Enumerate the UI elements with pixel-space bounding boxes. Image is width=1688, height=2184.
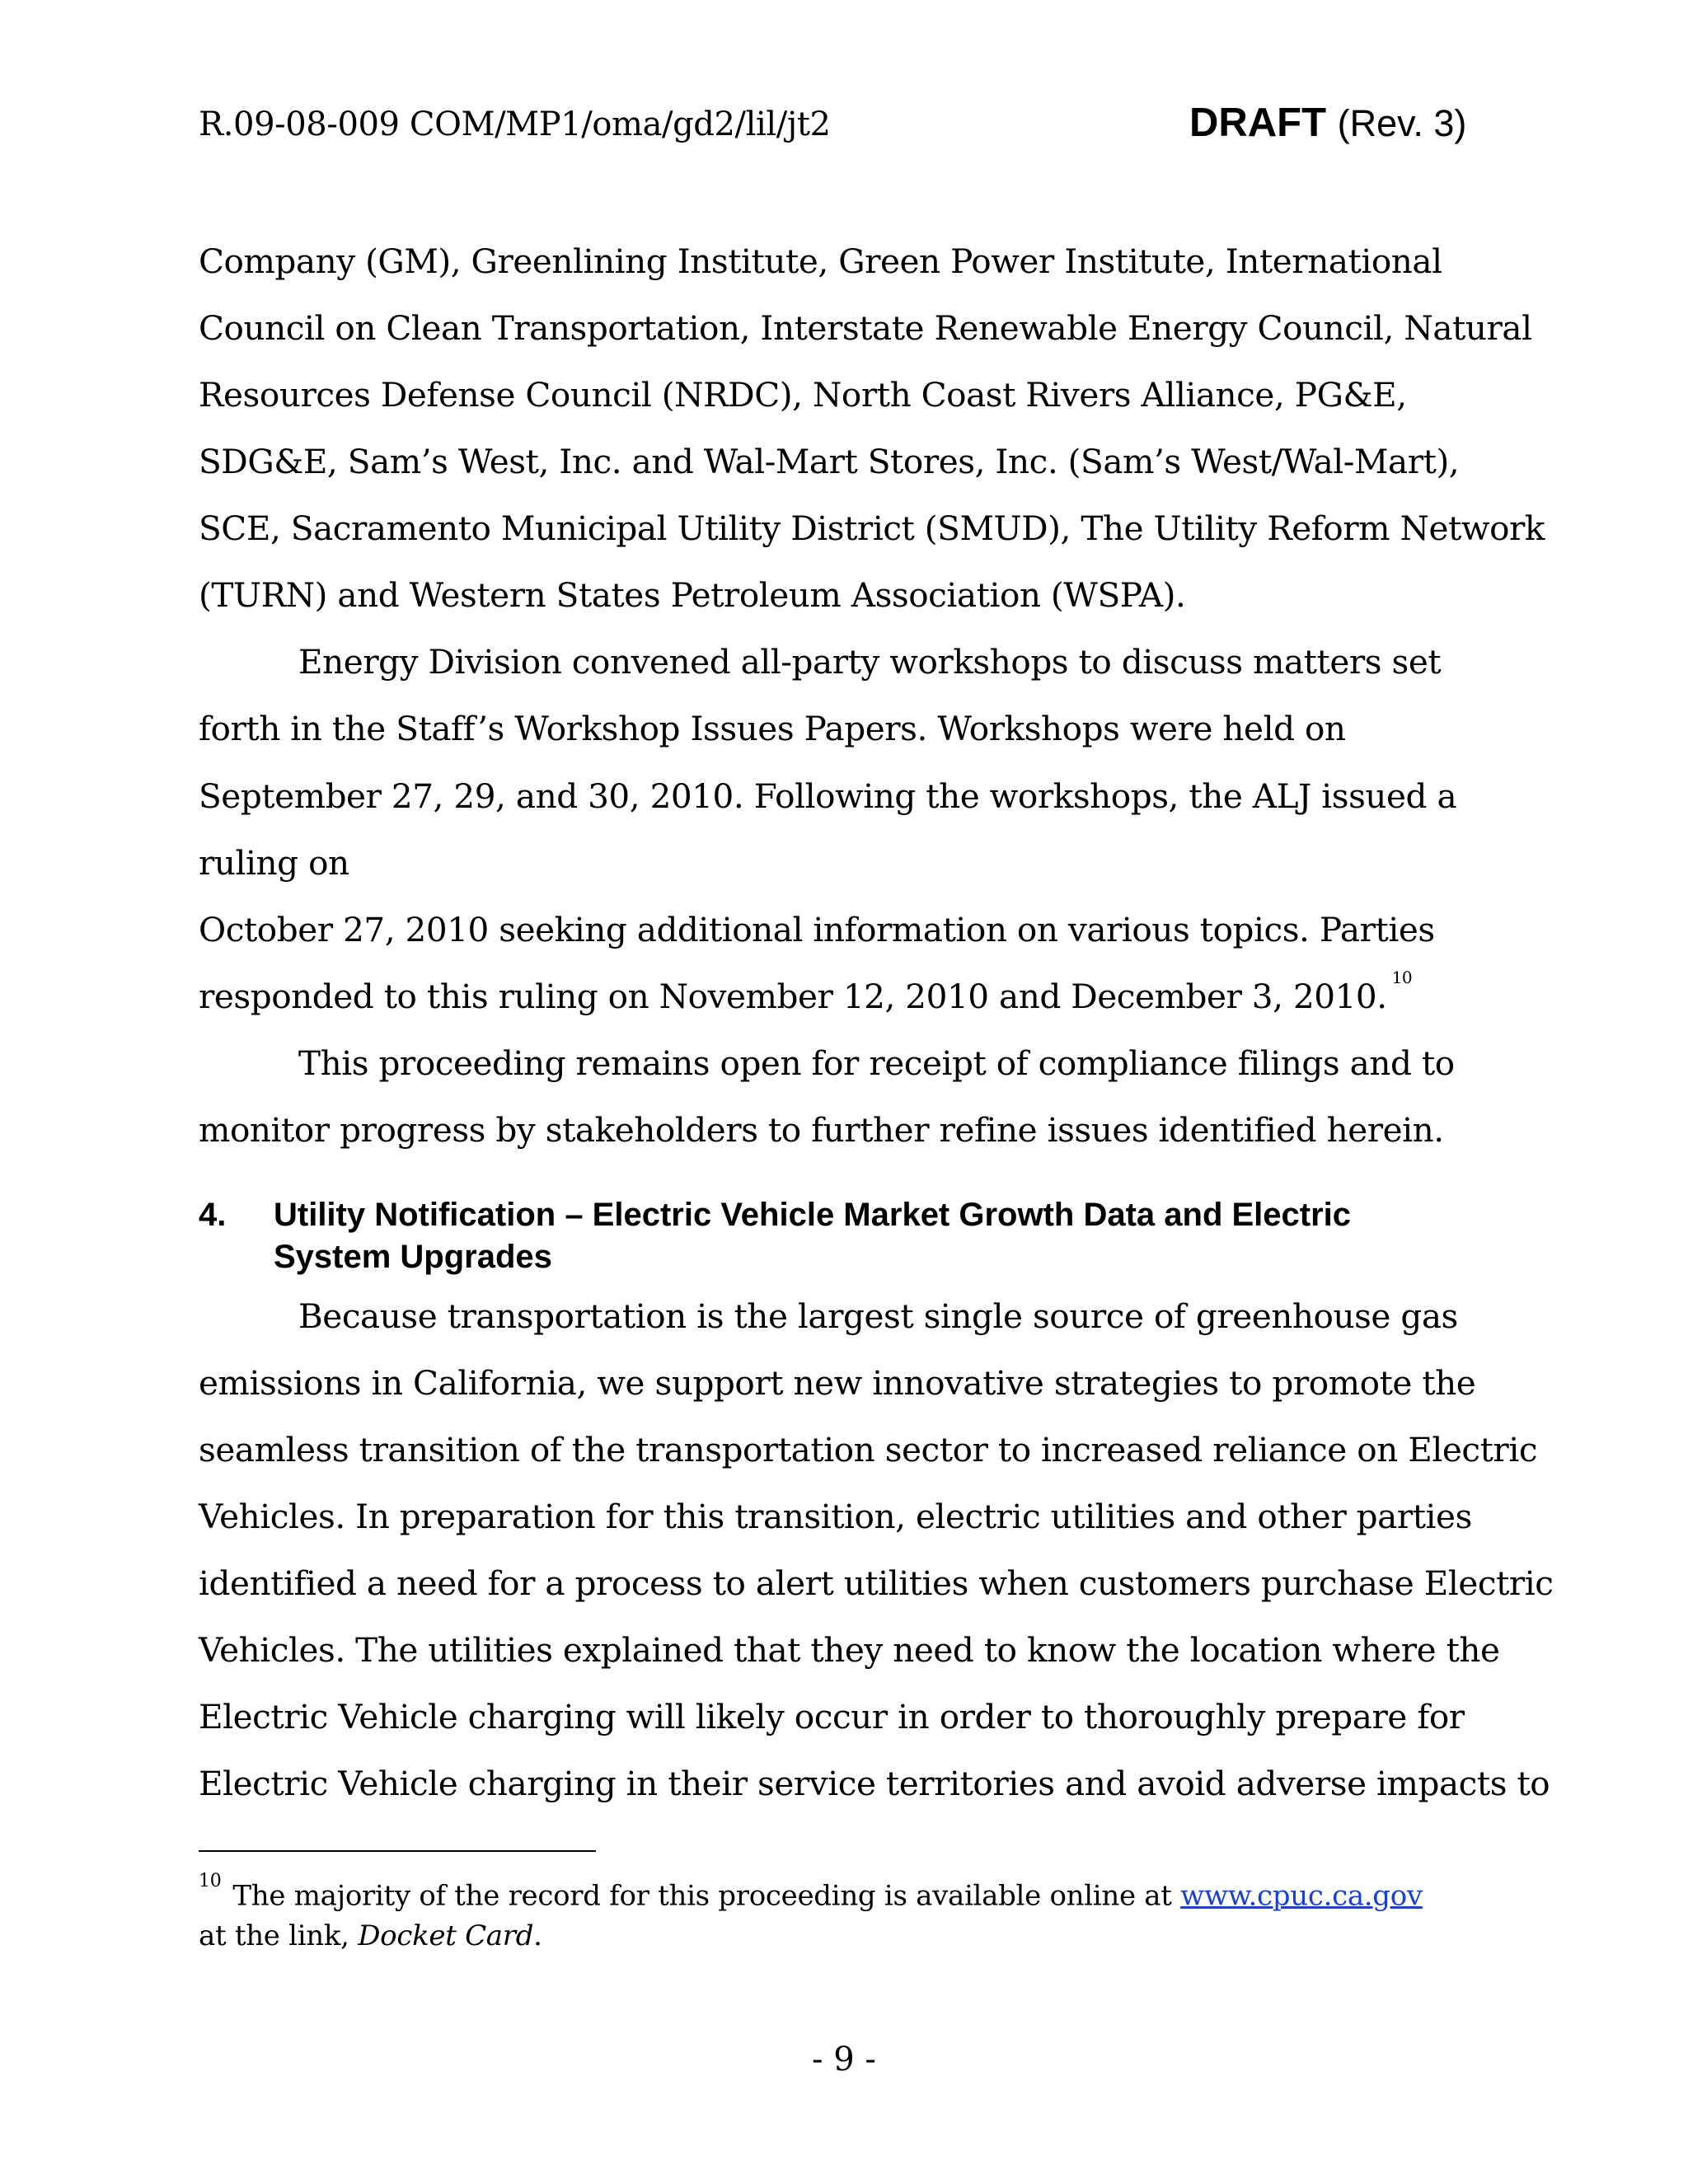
body-line: Company (GM), Greenlining Institute, Green Power Institute, International (199, 241, 1442, 281)
body-line: SDG&E, Sam’s West, Inc. and Wal-Mart Stores, Inc. (Sam’s West/Wal-Mart), (199, 442, 1460, 481)
cpuc-link[interactable]: www.cpuc.ca.gov (1180, 1879, 1423, 1913)
body-line: seamless transition of the transportation sector to increased reliance on Electric (199, 1430, 1538, 1469)
body-line: forth in the Staff’s Workshop Issues Papers. Workshops were held on (199, 709, 1346, 748)
body-line: monitor progress by stakeholders to further refine issues identified herein. (199, 1110, 1444, 1150)
draft-word: DRAFT (1189, 101, 1327, 145)
footnote-number: 10 (199, 1871, 222, 1891)
body-line-with-footnote (199, 967, 1413, 1016)
footnote-line-1 (199, 1871, 1423, 1913)
footnote-period: . (533, 1919, 542, 1952)
draft-label (1189, 100, 1466, 146)
body-line: emissions in California, we support new innovative strategies to promote the (199, 1363, 1476, 1403)
body-line: September 27, 29, and 30, 2010. Following the workshops, the ALJ issued a (199, 776, 1457, 816)
footnote-text: The majority of the record for this proceeding is available online at (232, 1879, 1181, 1913)
body-line: Vehicles. In preparation for this transition, electric utilities and other parties (199, 1497, 1472, 1536)
footnote-line-2 (199, 1919, 542, 1952)
body-line: Council on Clean Transportation, Interstate Renewable Energy Council, Natural (199, 308, 1532, 348)
body-line-text: responded to this ruling on November 12, 2010 and December 3, 2010. (199, 977, 1387, 1016)
docket-id: R.09-08-009 COM/MP1/oma/gd2/lil/jt2 (199, 105, 831, 143)
section-number: 4. (199, 1197, 227, 1233)
page-number: - 9 - (812, 2041, 876, 2079)
body-line: SCE, Sacramento Municipal Utility District (SMUD), The Utility Reform Network (199, 509, 1545, 548)
body-line: Electric Vehicle charging will likely occur in order to thoroughly prepare for (199, 1697, 1465, 1736)
footnote-separator (199, 1850, 596, 1852)
section-title-line-2: System Upgrades (274, 1239, 552, 1275)
body-line: This proceeding remains open for receipt of compliance filings and to (298, 1043, 1455, 1083)
docket-card-text: Docket Card (358, 1919, 534, 1952)
body-line: Vehicles. The utilities explained that they need to know the location where the (199, 1630, 1500, 1670)
body-line: identified a need for a process to alert utilities when customers purchase Electric (199, 1563, 1554, 1603)
section-title-line-1: Utility Notification – Electric Vehicle Market Growth Data and Electric (274, 1197, 1352, 1233)
footnote-text: at the link, (199, 1919, 359, 1952)
body-line: Electric Vehicle charging in their service territories and avoid adverse impacts to (199, 1764, 1550, 1803)
body-line: Energy Division convened all-party workshops to discuss matters set (298, 642, 1442, 682)
body-line: Because transportation is the largest single source of greenhouse gas (298, 1296, 1458, 1336)
footnote-reference[interactable]: 10 (1391, 967, 1413, 987)
body-line: (TURN) and Western States Petroleum Association (WSPA). (199, 575, 1186, 615)
body-line: Resources Defense Council (NRDC), North Coast Rivers Alliance, PG&E, (199, 375, 1407, 415)
body-line: October 27, 2010 seeking additional information on various topics. Parties (199, 910, 1435, 949)
body-line: ruling on (199, 843, 349, 883)
revision-label: (Rev. 3) (1337, 102, 1467, 144)
